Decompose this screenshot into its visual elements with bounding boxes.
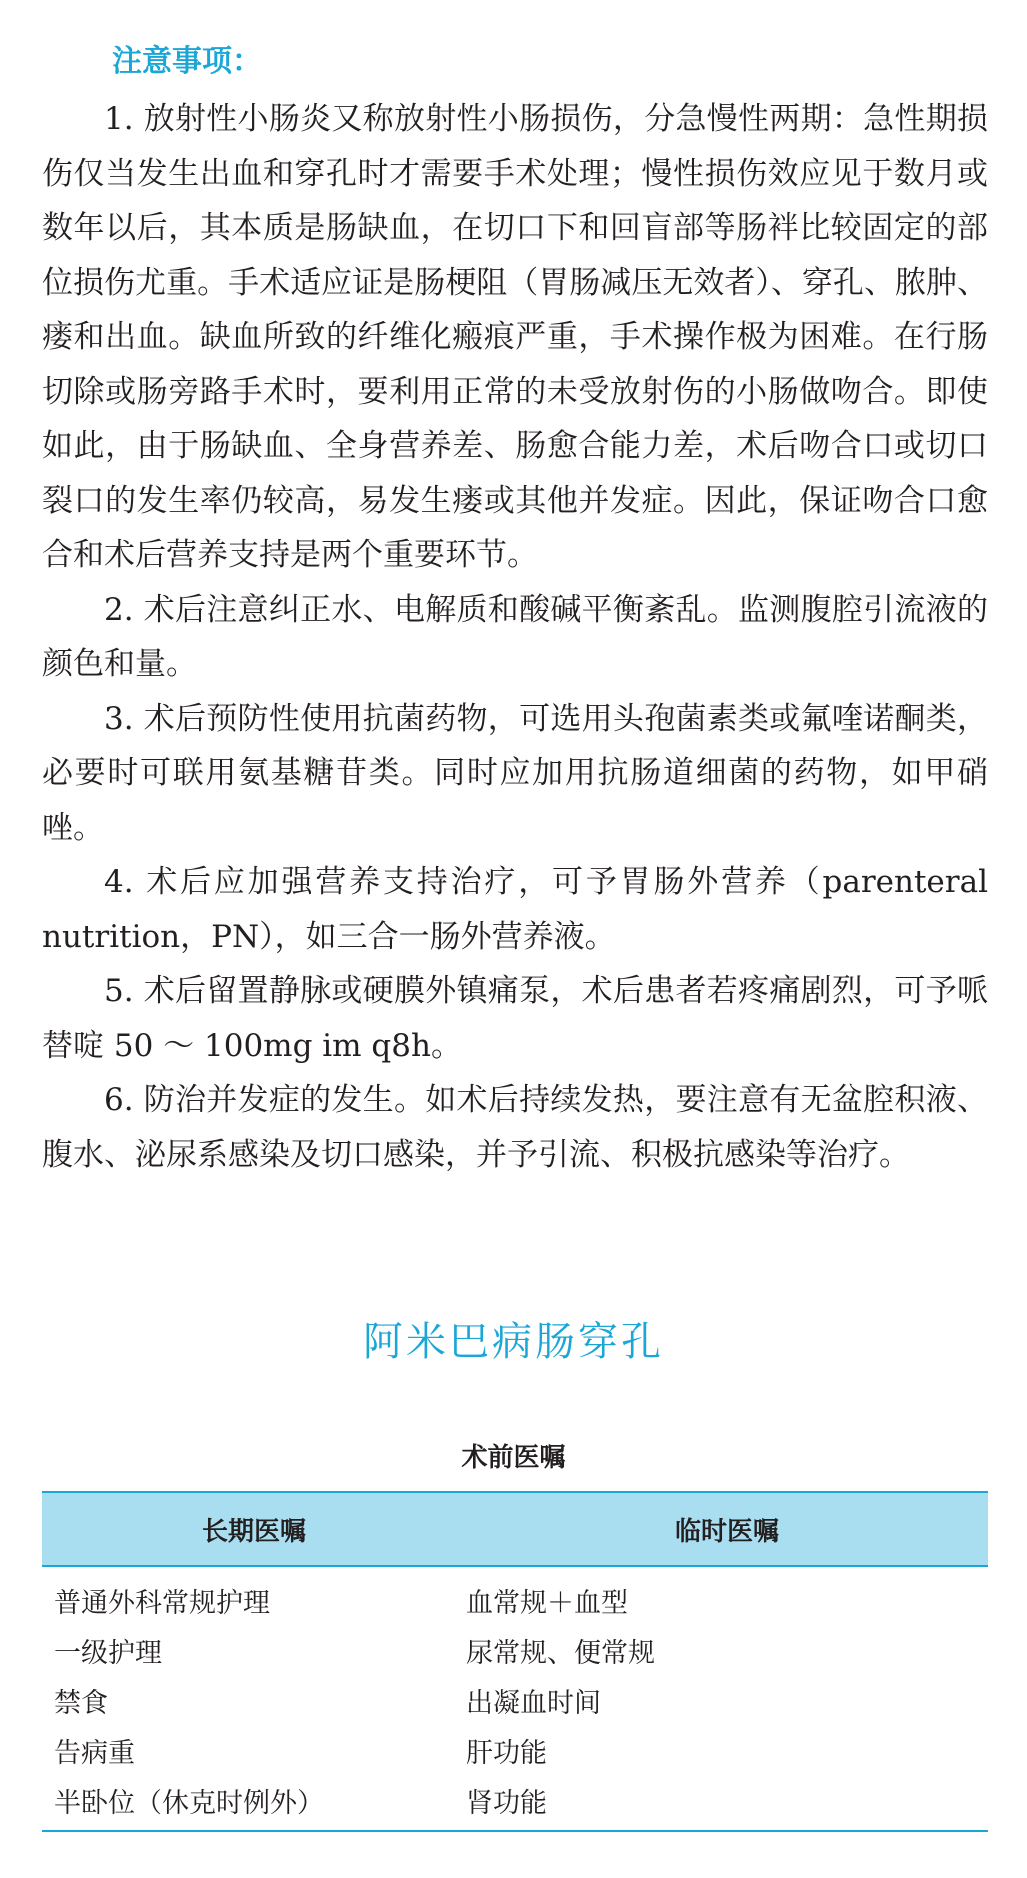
note-item-2: 2. 术后注意纠正水、电解质和酸碱平衡紊乱。监测腹腔引流液的颜色和量。 [42, 591, 988, 682]
temporary-order-cell: 血常规＋血型 [466, 1587, 628, 1619]
table-row [42, 1675, 988, 1725]
table-row [42, 1575, 988, 1625]
header-long-term-orders: 长期医嘱 [201, 1516, 306, 1547]
long-term-order-cell: 普通外科常规护理 [54, 1587, 270, 1619]
table-row [42, 1625, 988, 1675]
note-item-6: 6. 防治并发症的发生。如术后持续发热，要注意有无盆腔积液、腹水、泌尿系感染及切口感染，并予引流、积极抗感染等治疗。 [42, 1082, 988, 1173]
notes-body [42, 92, 988, 1182]
note-item-5: 5. 术后留置静脉或硬膜外镇痛泵，术后患者若疼痛剧烈，可予哌替啶 50 ～ 100mg im q8h。 [42, 973, 988, 1064]
table-row [42, 1775, 988, 1825]
note-item-3: 3. 术后预防性使用抗菌药物，可选用头孢菌素类或氟喹诺酮类，必要时可联用氨基糖苷类。同时应加用抗肠道细菌的药物，如甲硝唑。 [42, 700, 988, 846]
notes-title: 注意事项： [112, 44, 262, 79]
temporary-order-cell: 肝功能 [466, 1737, 547, 1769]
table-body [42, 1567, 988, 1832]
table-row [42, 1725, 988, 1775]
temporary-order-cell: 肾功能 [466, 1787, 547, 1819]
temporary-order-cell: 出凝血时间 [466, 1687, 601, 1719]
orders-table [42, 1491, 988, 1832]
table-header [42, 1491, 988, 1567]
long-term-order-cell: 告病重 [54, 1737, 135, 1769]
long-term-order-cell: 半卧位（休克时例外） [54, 1787, 324, 1819]
temporary-order-cell: 尿常规、便常规 [466, 1637, 655, 1669]
long-term-order-cell: 一级护理 [54, 1637, 162, 1669]
note-item-1: 1. 放射性小肠炎又称放射性小肠损伤，分急慢性两期：急性期损伤仅当发生出血和穿孔时才需要手术处理；慢性损伤效应见于数月或数年以后，其本质是肠缺血，在切口下和回盲部等肠袢比较固定的部位损伤尤重。手术适应证是肠梗阻（胃肠减压无效者）、穿孔、脓肿、瘘和出血。缺血所致的纤维化瘢痕严重，手术操作极为困难。在行肠切除或肠旁路手术时，要利用正常的未受放射伤的小肠做吻合。即使如此，由于肠缺血、全身营养差、肠愈合能力差，术后吻合口或切口裂口的发生率仍较高，易发生瘘或其他并发症。因此，保证吻合口愈合和术后营养支持是两个重要环节。 [42, 101, 988, 573]
note-item-4: 4. 术后应加强营养支持治疗，可予胃肠外营养（parenteral nutrition，PN），如三合一肠外营养液。 [42, 864, 988, 955]
long-term-order-cell: 禁食 [54, 1687, 108, 1719]
header-temporary-orders: 临时医嘱 [674, 1516, 779, 1547]
section-title: 阿米巴病肠穿孔 [363, 1319, 664, 1365]
table-caption: 术前医嘱 [461, 1443, 566, 1473]
